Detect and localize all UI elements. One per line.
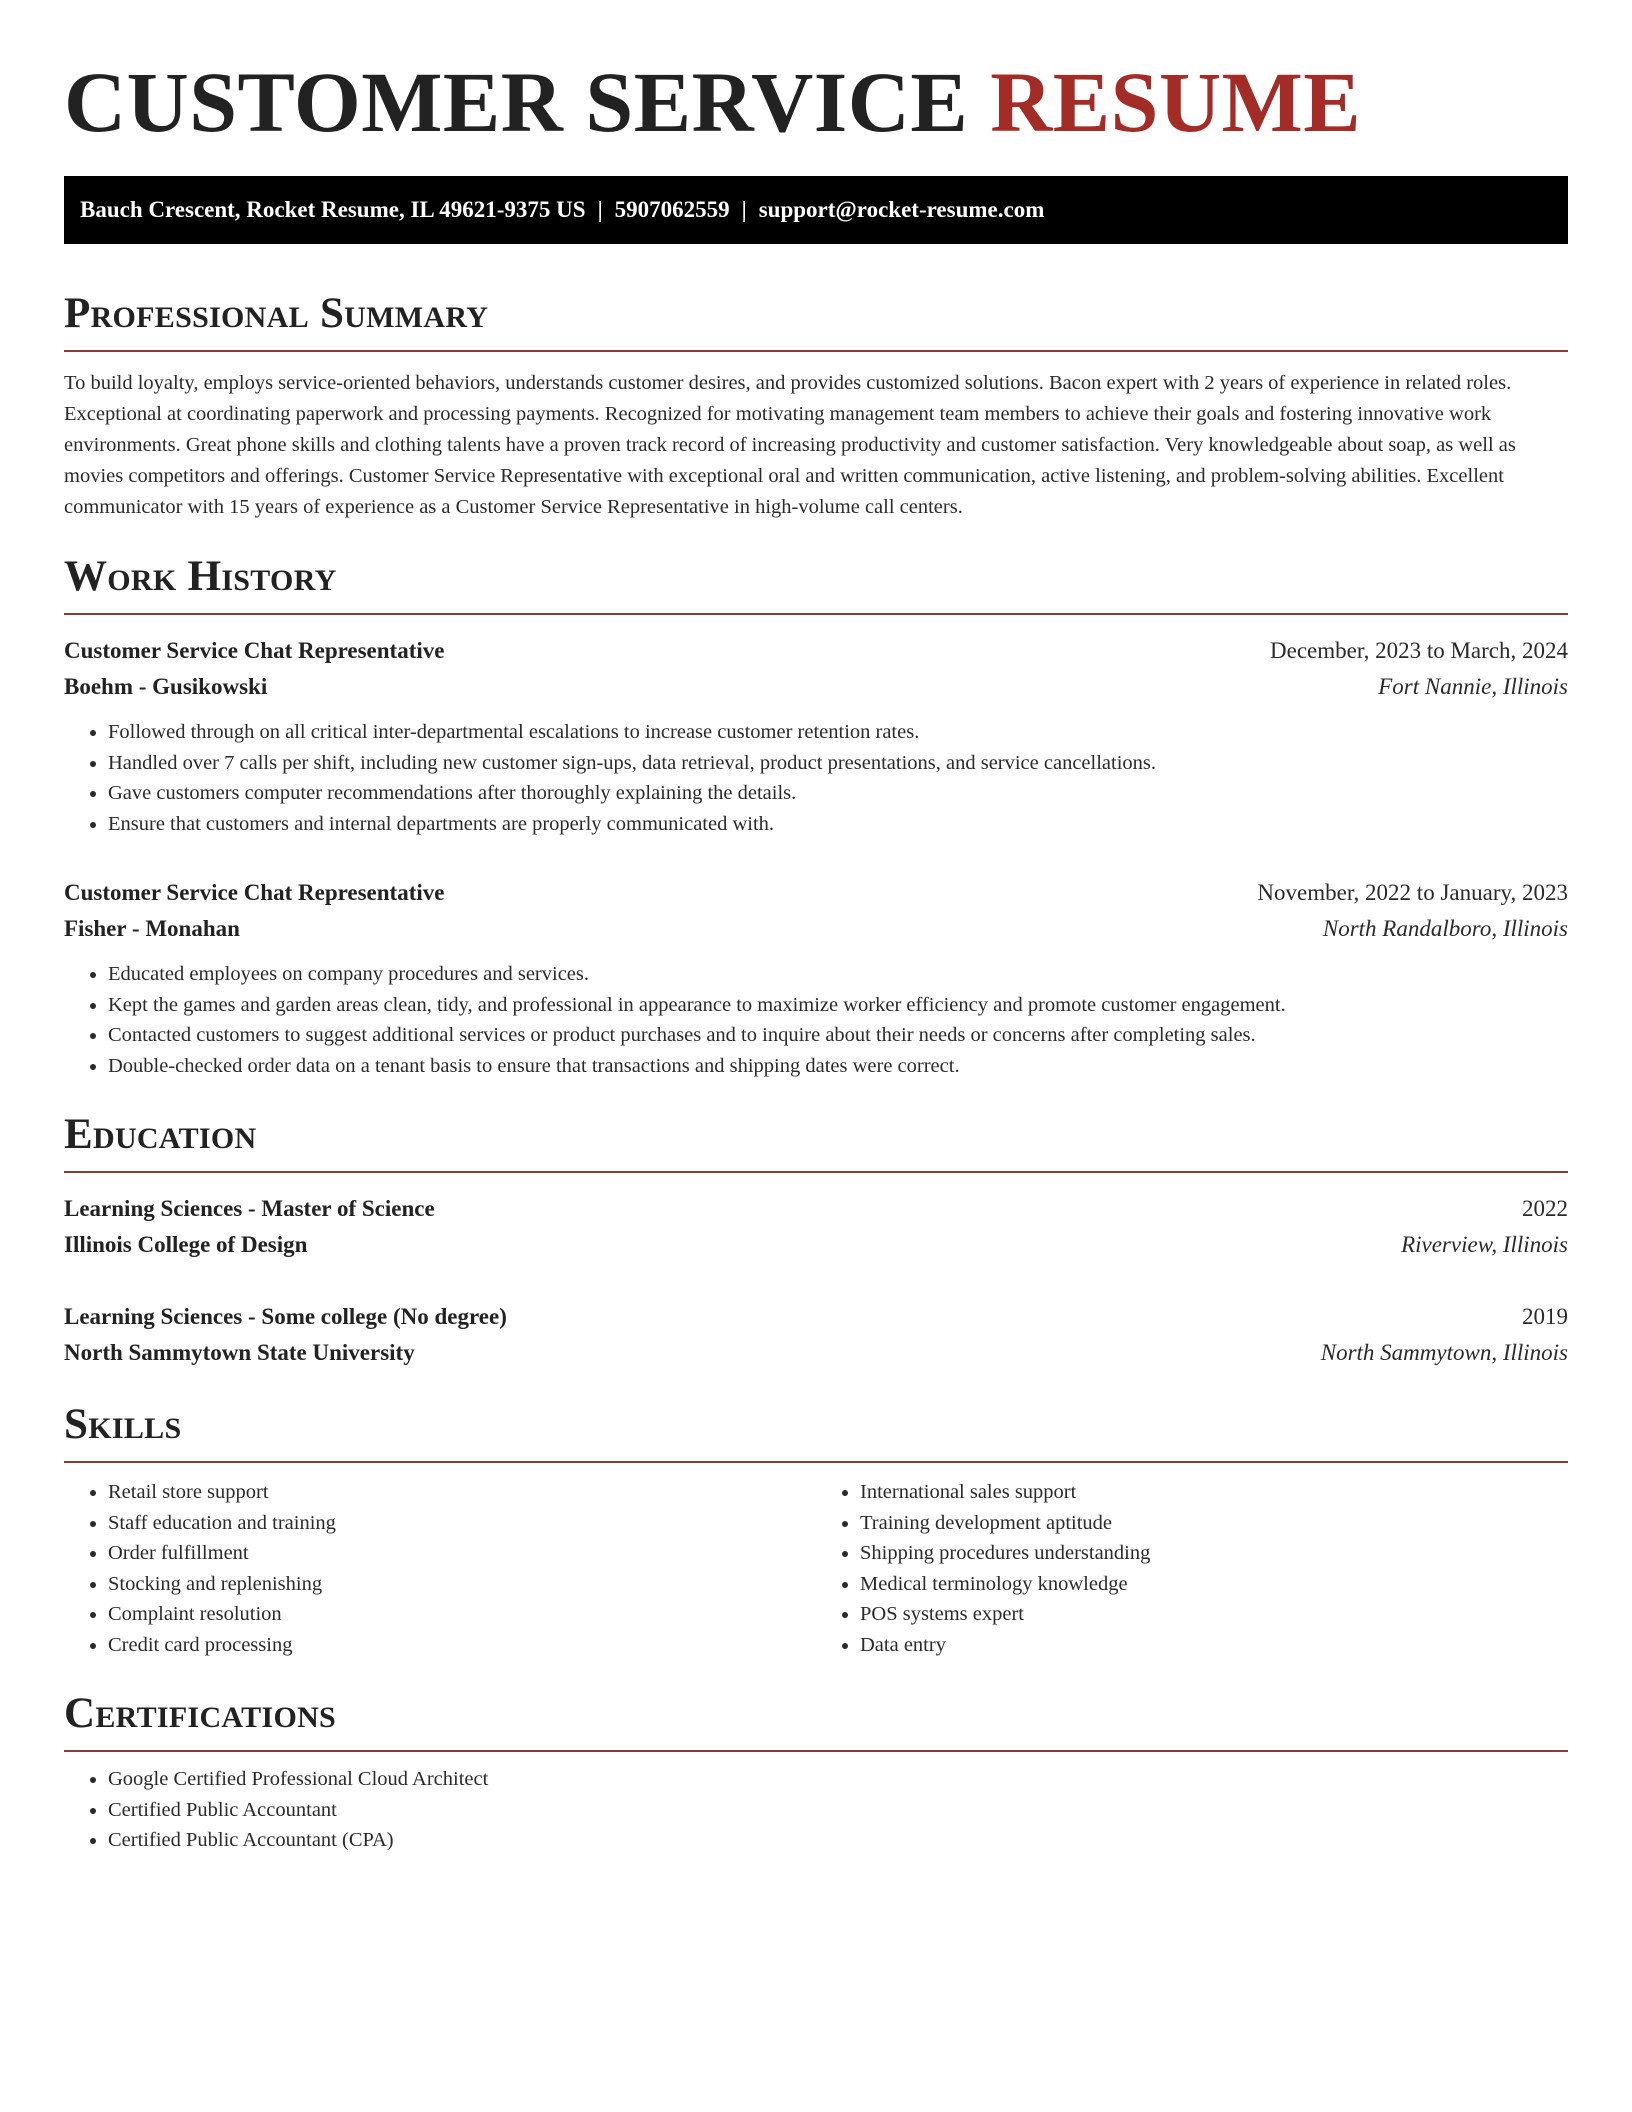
section-divider	[64, 350, 1568, 352]
job-title-row	[64, 633, 1568, 669]
skill-item: • Medical terminology knowledge	[860, 1569, 1568, 1600]
skill-item: • POS systems expert	[860, 1599, 1568, 1630]
section-divider	[64, 1171, 1568, 1173]
skill-item: • Complaint resolution	[108, 1599, 816, 1630]
skill-item: • International sales support	[860, 1477, 1568, 1508]
section-divider	[64, 613, 1568, 615]
contact-bar	[64, 176, 1568, 244]
certification-item: • Certified Public Accountant (CPA)	[108, 1825, 1568, 1856]
degree-name: Learning Sciences - Some college (No degree)	[64, 1304, 507, 1329]
job-company-row	[64, 911, 1568, 947]
school-row	[64, 1227, 1568, 1263]
section-heading-skills: Skills	[64, 1401, 182, 1448]
title-accent: RESUME	[990, 54, 1362, 150]
summary-text: To build loyalty, employs service-oriented behaviors, understands customer desires, and provides customized solutions. Bacon expert with 2 years of experience in related roles. Exceptional at coordinating paperwork and processing payments. Recognized for motivating management team members to achieve their goals and fostering innovative work environments. Great phone skills and clothing talents have a proven track record of increasing productivity and customer satisfaction. Very knowledgeable about soap, as well as movies competitors and offerings. Customer Service Representative with exceptional oral and written communication, active listening, and problem-solving abilities. Excellent communicator with 15 years of experience as a Customer Service Representative in high-volume call centers.	[64, 372, 1516, 518]
section-divider	[64, 1461, 1568, 1463]
certifications-list	[64, 1764, 1568, 1856]
degree-year: 2022	[1522, 1196, 1568, 1221]
job-dates: November, 2022 to January, 2023	[1257, 880, 1568, 905]
job-title: Customer Service Chat Representative	[64, 638, 445, 663]
degree-year: 2019	[1522, 1304, 1568, 1329]
school-row	[64, 1335, 1568, 1371]
skill-item: • Retail store support	[108, 1477, 816, 1508]
job-duty: • Double-checked order data on a tenant basis to ensure that transactions and shipping dates were correct.	[108, 1051, 1568, 1082]
job-duty: • Educated employees on company procedures and services.	[108, 959, 1568, 990]
job-entry	[64, 633, 1568, 839]
job-duties-list	[64, 959, 1568, 1081]
job-location: North Randalboro, Illinois	[1322, 916, 1568, 941]
certification-item: • Certified Public Accountant	[108, 1795, 1568, 1826]
school-location: Riverview, Illinois	[1401, 1232, 1568, 1257]
job-duties-list	[64, 717, 1568, 839]
section-heading-education: Education	[64, 1111, 257, 1158]
job-location: Fort Nannie, Illinois	[1378, 674, 1568, 699]
school-name: North Sammytown State University	[64, 1340, 415, 1365]
certifications-section	[64, 1686, 1568, 1856]
job-duty: • Kept the games and garden areas clean, tidy, and professional in appearance to maximize worker efficiency and promote customer engagement.	[108, 990, 1568, 1021]
section-heading-work-history: Work History	[64, 553, 337, 600]
job-title-row	[64, 875, 1568, 911]
section-heading-summary: Professional Summary	[64, 290, 489, 337]
job-entry	[64, 875, 1568, 1081]
degree-row	[64, 1299, 1568, 1335]
contact-separator: |	[597, 197, 603, 222]
skill-item: • Credit card processing	[108, 1630, 816, 1661]
school-location: North Sammytown, Illinois	[1320, 1340, 1568, 1365]
contact-separator: |	[741, 197, 747, 222]
degree-row	[64, 1191, 1568, 1227]
summary-section	[64, 286, 1568, 523]
skill-item: • Order fulfillment	[108, 1538, 816, 1569]
skills-column-1	[64, 1477, 816, 1660]
title-main: CUSTOMER SERVICE	[64, 54, 969, 150]
skill-item: • Data entry	[860, 1630, 1568, 1661]
education-entry	[64, 1299, 1568, 1371]
job-duty: • Gave customers computer recommendations after thoroughly explaining the details.	[108, 778, 1568, 809]
job-company: Boehm - Gusikowski	[64, 674, 268, 699]
contact-address: Bauch Crescent, Rocket Resume, IL 49621-9375 US	[80, 197, 586, 222]
skill-item: • Stocking and replenishing	[108, 1569, 816, 1600]
contact-email: support@rocket-resume.com	[758, 197, 1045, 222]
education-entry	[64, 1191, 1568, 1263]
education-section	[64, 1107, 1568, 1371]
contact-phone: 5907062559	[614, 197, 730, 222]
resume-title	[64, 52, 1568, 152]
certification-item: • Google Certified Professional Cloud Architect	[108, 1764, 1568, 1795]
job-duty: • Followed through on all critical inter-departmental escalations to increase customer retention rates.	[108, 717, 1568, 748]
job-duty: • Handled over 7 calls per shift, including new customer sign-ups, data retrieval, product presentations, and service cancellations.	[108, 748, 1568, 779]
job-title: Customer Service Chat Representative	[64, 880, 445, 905]
skills-section	[64, 1397, 1568, 1660]
skill-item: • Staff education and training	[108, 1508, 816, 1539]
job-company: Fisher - Monahan	[64, 916, 240, 941]
section-divider	[64, 1750, 1568, 1752]
skill-item: • Training development aptitude	[860, 1508, 1568, 1539]
job-company-row	[64, 669, 1568, 705]
skill-item: • Shipping procedures understanding	[860, 1538, 1568, 1569]
job-duty: • Contacted customers to suggest additional services or product purchases and to inquire about their needs or concerns after completing sales.	[108, 1020, 1568, 1051]
job-duty: • Ensure that customers and internal departments are properly communicated with.	[108, 809, 1568, 840]
job-dates: December, 2023 to March, 2024	[1270, 638, 1568, 663]
school-name: Illinois College of Design	[64, 1232, 308, 1257]
skills-column-2	[816, 1477, 1568, 1660]
degree-name: Learning Sciences - Master of Science	[64, 1196, 435, 1221]
skills-grid	[64, 1477, 1568, 1660]
section-heading-certifications: Certifications	[64, 1690, 337, 1737]
work-history-section	[64, 549, 1568, 1081]
